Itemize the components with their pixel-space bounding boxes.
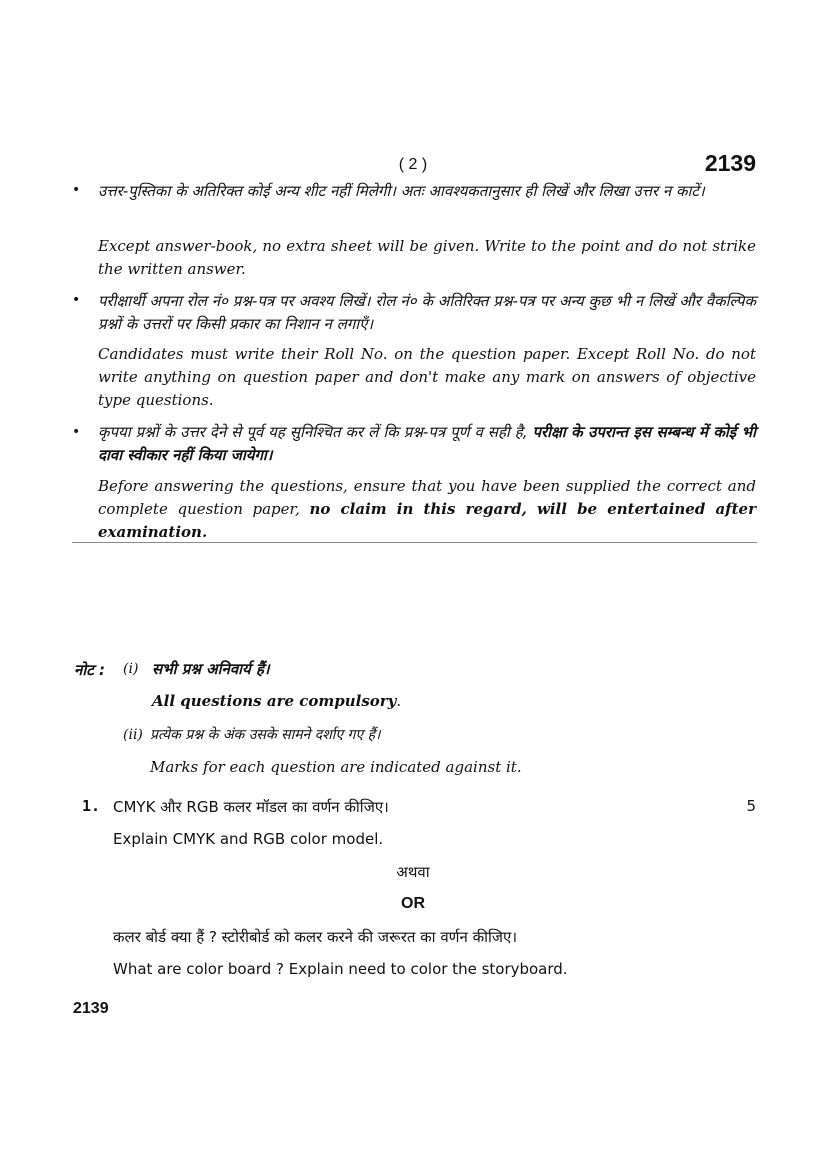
instruction-1-english: Except answer-book, no extra sheet will be given. Write to the point and do not strike the written answer. [98, 237, 756, 278]
paper-code-header: 2139 [704, 150, 756, 176]
page-number: ( 2 ) [398, 156, 428, 173]
instruction-3-english-text: Before answering the questions, ensure that you have been supplied the correct and complete question paper, [98, 477, 756, 518]
note-item-2-numeral: (ii) [123, 727, 143, 743]
note-item-2-english: Marks for each question are indicated against it. [150, 758, 522, 776]
note-label: नोट : [74, 661, 105, 679]
note-item-1-english-text: All questions are compulsory [152, 692, 397, 710]
instruction-3-hindi [98, 421, 756, 467]
bullet-icon: • [72, 292, 81, 308]
or-hindi: अथवा [396, 863, 430, 881]
or-english: OR [401, 895, 425, 912]
instruction-3-hindi-emphasis: परीक्षा के उपरान्त इस सम्बन्ध में कोई भी दावा स्वीकार नहीं किया जायेगा। [98, 423, 756, 464]
paper-code-footer: 2139 [73, 1000, 109, 1017]
alternative-question-hindi: कलर बोर्ड क्या हैं ? स्टोरीबोर्ड को कलर करने की जरूरत का वर्णन कीजिए। [113, 928, 517, 946]
question-english: Explain CMYK and RGB color model. [113, 830, 384, 848]
instruction-3-english-emphasis: no claim in this regard, will be entertained after examination. [98, 500, 756, 541]
instruction-2-english: Candidates must write their Roll No. on the question paper. Except Roll No. do not write anything on question paper and don't make any mark on answers of objective type questions. [98, 345, 756, 409]
note-item-1-english [152, 692, 401, 710]
instruction-3-hindi-text: कृपया प्रश्नों के उत्तर देने से पूर्व यह सुनिश्चित कर लें कि प्रश्न-पत्र पूर्ण व सही है, [98, 423, 528, 441]
note-item-1-hindi: सभी प्रश्न अनिवार्य हैं। [152, 660, 270, 678]
note-item-2-hindi: प्रत्येक प्रश्न के अंक उसके सामने दर्शाए गए हैं। [150, 727, 381, 743]
note-item-1-numeral: (i) [123, 661, 139, 677]
section-divider [72, 542, 757, 543]
instruction-3-english [98, 475, 756, 544]
question-marks: 5 [746, 797, 756, 815]
question-hindi: CMYK और RGB कलर मॉडल का वर्णन कीजिए। [113, 798, 389, 816]
note-item-1-english-period: . [396, 692, 402, 710]
instruction-2-hindi: परीक्षार्थी अपना रोल नं० प्रश्न-पत्र पर अवश्य लिखें। रोल नं० के अतिरिक्त प्रश्न-पत्र पर अन्य कुछ भी न लिखें और वैकल्पिक प्रश्नों के उत्तरों पर किसी प्रकार का निशान न लगाएँ। [98, 292, 756, 333]
question-number: 1. [82, 797, 101, 815]
alternative-question-english: What are color board ? Explain need to color the storyboard. [113, 960, 568, 978]
bullet-icon: • [72, 182, 81, 198]
bullet-icon: • [72, 424, 81, 440]
instruction-1-hindi: उत्तर-पुस्तिका के अतिरिक्त कोई अन्य शीट नहीं मिलेगी। अतः आवश्यकतानुसार ही लिखें और लिखा उत्तर न काटें। [98, 182, 705, 200]
